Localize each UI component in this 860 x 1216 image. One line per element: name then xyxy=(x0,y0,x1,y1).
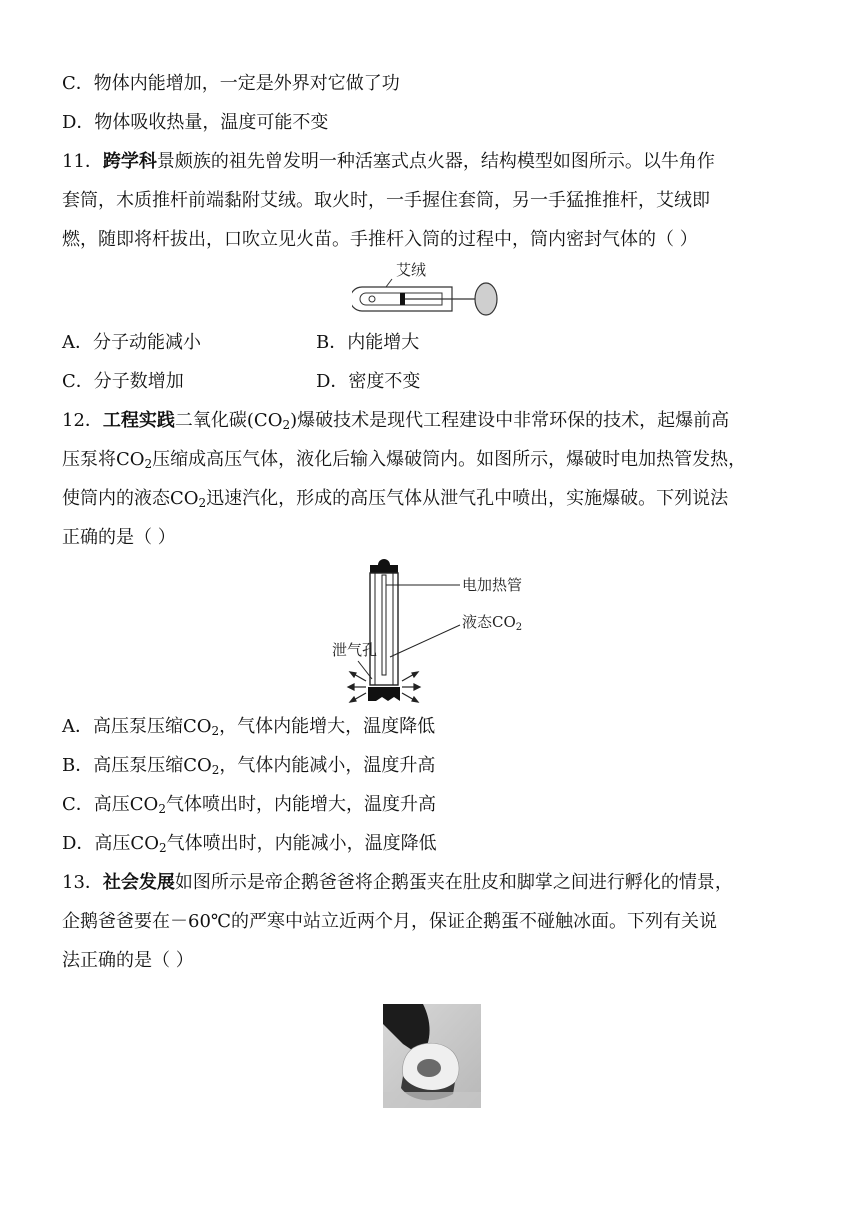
q12-stem-line-4: 正确的是（ ） xyxy=(62,527,176,548)
piston-handle xyxy=(475,283,497,315)
q11-option-b: B．内能增大 xyxy=(316,332,420,353)
q12-option-d: D．高压$CO_2$气体喷出时，内能减小，温度降低 xyxy=(62,833,437,855)
bottom-cap xyxy=(368,687,400,701)
subscript-2: 2 xyxy=(282,418,291,432)
q11-options-row-1 xyxy=(62,323,802,362)
tinder xyxy=(369,296,375,302)
liquid-leader-line xyxy=(390,625,460,657)
q11-option-d: D．密度不变 xyxy=(316,371,421,392)
label-vent: 泄气孔 xyxy=(332,641,378,659)
heater-tube xyxy=(382,575,386,675)
q11-number: 11． xyxy=(62,151,103,172)
q11-figure-label: 艾绒 xyxy=(396,261,427,279)
q12-stem-line-1 xyxy=(62,401,802,440)
q11-figure xyxy=(62,259,802,323)
subscript-2: 2 xyxy=(144,457,153,471)
q11-stem-line-1 xyxy=(62,142,802,181)
q12-option-b: B．高压泵压缩$CO_2$，气体内能减小，温度升高 xyxy=(62,755,436,777)
label-heater: 电加热管 xyxy=(462,576,523,594)
q12-stem-line-2 xyxy=(62,440,802,479)
q12-option-c: C．高压$CO_2$气体喷出时，内能增大，温度升高 xyxy=(62,794,436,816)
q13-stem-line-1 xyxy=(62,863,802,902)
q12-stem-text-1a: 二氧化碳(CO xyxy=(174,410,283,431)
q13-stem-line-2: 企鹅爸爸要在－60℃的严寒中站立近两个月，保证企鹅蛋不碰触冰面。下列有关说 xyxy=(62,911,718,932)
penguin-egg xyxy=(417,1059,441,1077)
q12-stem-text-3a: 使筒内的液态CO xyxy=(62,488,199,509)
q11-stem-line-3: 燃，随即将杆拔出，口吹立见火苗。手推杆入筒的过程中，筒内密封气体的（ ） xyxy=(62,229,698,250)
q11-options-row-2 xyxy=(62,362,802,401)
q11-option-c: C．分子数增加 xyxy=(62,371,184,392)
top-cap xyxy=(370,565,398,573)
left-gas-arrows xyxy=(348,672,366,702)
q12-option-a: A．高压泵压缩$CO_2$，气体内能增大，温度降低 xyxy=(62,716,436,738)
q12-stem-line-3 xyxy=(62,479,802,518)
q13-tag: 社会发展 xyxy=(102,872,175,893)
penguin-photo xyxy=(383,1004,481,1108)
q13-stem-line-3: 法正确的是（ ） xyxy=(62,950,194,971)
piston-head xyxy=(400,293,405,305)
q10-option-c: C．物体内能增加，一定是外界对它做了功 xyxy=(62,73,400,94)
q13-number: 13． xyxy=(62,872,103,893)
q13-stem-text-1: 如图所示是帝企鹅爸爸将企鹅蛋夹在肚皮和脚掌之间进行孵化的情景， xyxy=(174,872,733,893)
q12-stem-text-2b: 压缩成高压气体，液化后输入爆破筒内。如图所示，爆破时电加热管发热， xyxy=(152,449,747,470)
q11-option-a: A．分子动能减小 xyxy=(62,332,201,353)
document-page xyxy=(62,64,802,1108)
q11-tag: 跨学科 xyxy=(102,151,157,172)
q11-stem-line-2: 套筒，木质推杆前端黏附艾绒。取火时，一手握住套筒，另一手猛推推杆，艾绒即 xyxy=(62,190,710,211)
q12-stem-text-3b: 迅速汽化，形成的高压气体从泄气孔中喷出，实施爆破。下列说法 xyxy=(206,488,729,509)
subscript-2: 2 xyxy=(198,496,207,510)
q10-option-d: D．物体吸收热量，温度可能不变 xyxy=(62,112,329,133)
q13-figure xyxy=(62,1004,802,1108)
ice-surface xyxy=(383,1092,481,1108)
fire-piston-diagram xyxy=(352,259,512,323)
q12-tag: 工程实践 xyxy=(102,410,175,431)
q12-stem-text-1b: )爆破技术是现代工程建设中非常环保的技术，起爆前高 xyxy=(290,410,730,431)
blasting-tube-diagram xyxy=(312,557,552,707)
right-gas-arrows xyxy=(402,672,420,702)
label-liquid-co2: 液态$CO_2$ xyxy=(462,613,523,633)
top-knob xyxy=(378,559,390,565)
q11-stem-text-1: 景颇族的祖先曾发明一种活塞式点火器，结构模型如图所示。以牛角作 xyxy=(156,151,715,172)
q12-number: 12． xyxy=(62,410,103,431)
q12-stem-text-2a: 压泵将CO xyxy=(62,449,145,470)
q12-figure xyxy=(62,557,802,707)
